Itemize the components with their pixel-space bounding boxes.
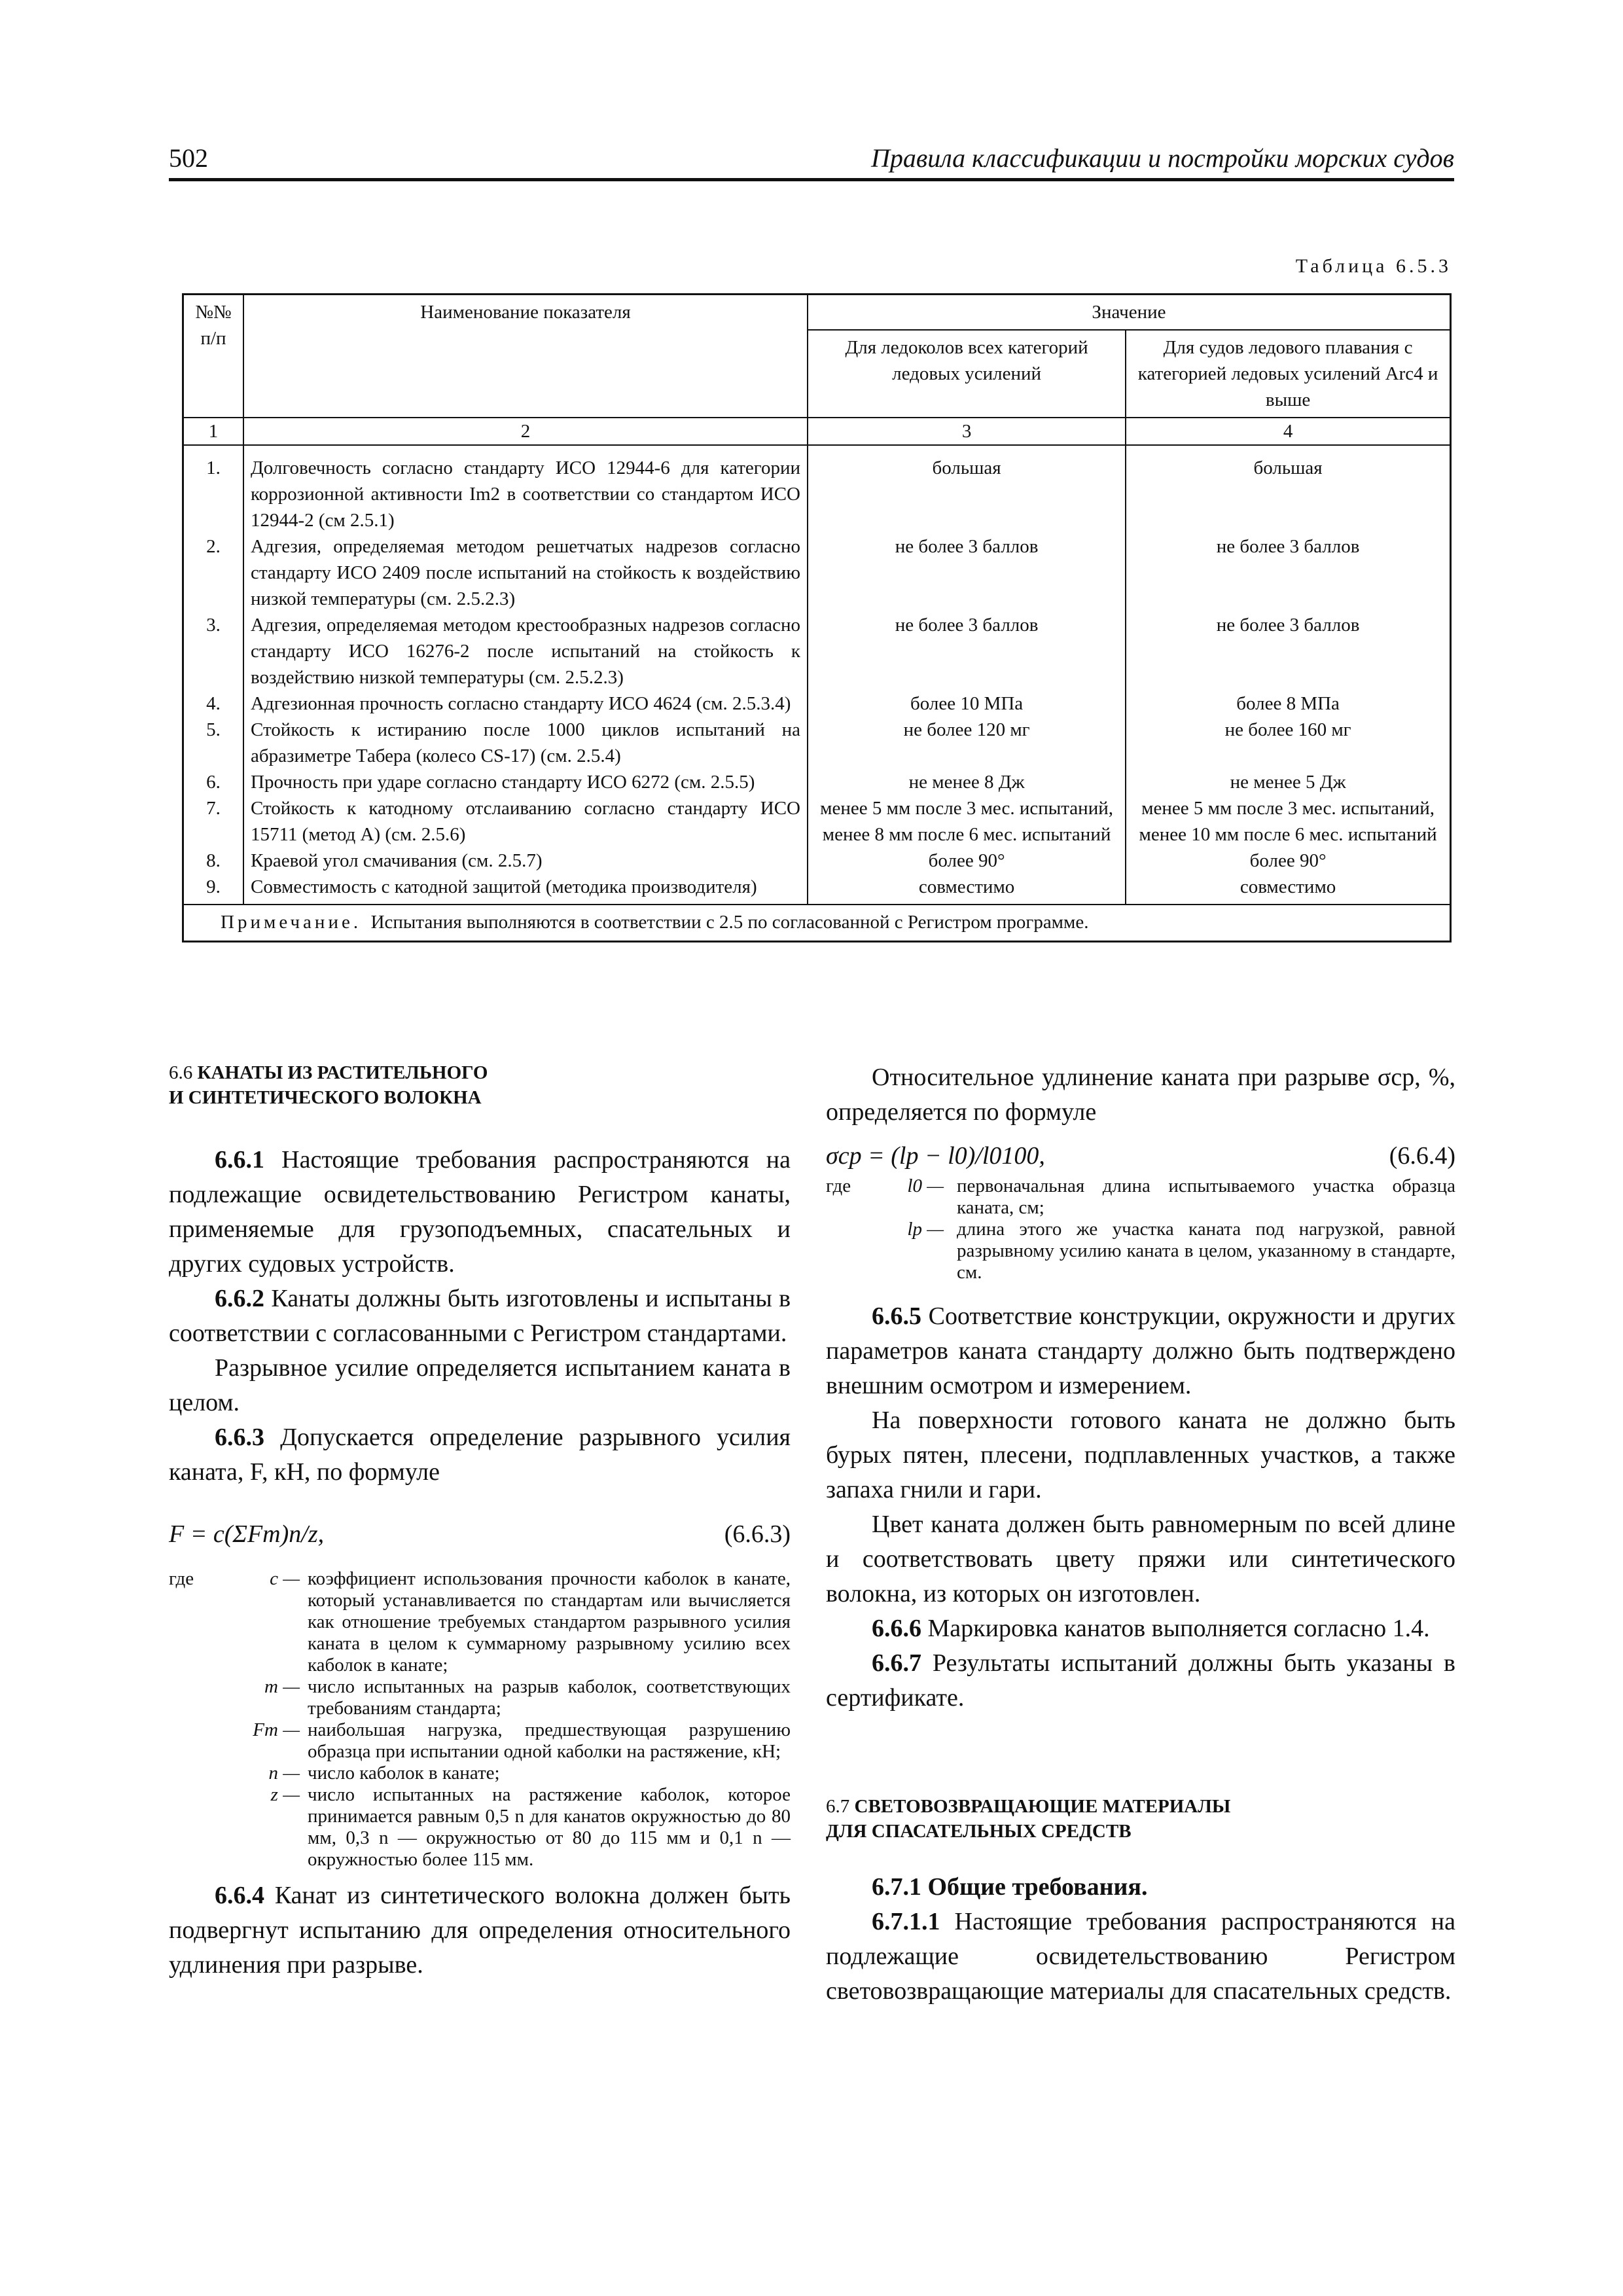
table-note <box>183 905 1451 942</box>
row-value-ice-ships: не более 160 мг <box>1126 717 1450 769</box>
table-row <box>183 874 1451 905</box>
section-6-7-heading: 6.7 СВЕТОВОЗВРАЩАЮЩИЕ МАТЕРИАЛЫ ДЛЯ СПАСАТЕЛЬНЫХ СРЕДСТВ <box>826 1796 1231 1842</box>
header-num: №№ п/п <box>183 295 244 418</box>
row-value-icebreakers: совместимо <box>808 874 1126 905</box>
table-row <box>183 795 1451 848</box>
table-row <box>183 445 1451 533</box>
definition-symbol: n — <box>268 1763 300 1784</box>
row-value-icebreakers: не более 3 баллов <box>808 533 1126 612</box>
formula-number: (6.6.3) <box>724 1520 791 1548</box>
note-label: Примечание. <box>221 912 362 933</box>
formula-expression: F = c(ΣFm)n/z, <box>169 1520 325 1548</box>
definition-item <box>169 1784 791 1871</box>
header-ice-ships: Для судов ледового плавания с категорией ледовых усилений Arc4 и выше <box>1126 330 1450 418</box>
row-number: 8. <box>183 848 244 874</box>
paragraph-6-6-5: 6.6.5 Соответствие конструкции, окружности и других параметров каната стандарту должно быть подтверждено внешним осмотром и измерением. <box>826 1302 1455 1399</box>
definition-symbol: Fm — <box>253 1719 300 1740</box>
column-numbers-row <box>183 418 1451 445</box>
paragraph-surface: На поверхности готового каната не должно быть бурых пятен, плесени, подплавленных участков, а также запаха гнили и гари. <box>826 1407 1455 1503</box>
definition-text: число испытанных на разрыв каболок, соответствующих требованиям стандарта; <box>308 1676 791 1719</box>
section-6-6-heading: 6.6 КАНАТЫ ИЗ РАСТИТЕЛЬНОГО И СИНТЕТИЧЕСКОГО ВОЛОКНА <box>169 1062 488 1108</box>
row-number: 6. <box>183 769 244 795</box>
paragraph-color: Цвет каната должен быть равномерным по всей длине и соответствовать цвету пряжи или синтетического волокна, из которых он изготовлен. <box>826 1511 1455 1607</box>
header-value: Значение <box>808 295 1451 331</box>
row-number: 1. <box>183 445 244 533</box>
table-row <box>183 533 1451 612</box>
row-indicator: Адгезия, определяемая методом решетчатых надрезов согласно стандарту ИСО 2409 после испытаний на стойкость к воздействию низкой температуры (см. 2.5.2.3) <box>243 533 808 612</box>
row-indicator: Краевой угол смачивания (см. 2.5.7) <box>243 848 808 874</box>
definition-item <box>169 1719 791 1763</box>
paragraph-6-6-1: 6.6.1 Настоящие требования распространяются на подлежащие освидетельствованию Регистром канаты, применяемые для грузоподъемных, спасательных и других судовых устройств. <box>169 1146 791 1278</box>
note-text: Испытания выполняются в соответствии с 2.5 по согласованной с Регистром программе. <box>370 912 1089 933</box>
row-number: 9. <box>183 874 244 905</box>
definition-symbol: m — <box>264 1676 300 1697</box>
row-indicator: Прочность при ударе согласно стандарту ИСО 6272 (см. 2.5.5) <box>243 769 808 795</box>
definition-item <box>169 1676 791 1719</box>
paragraph-6-6-7: 6.6.7 Результаты испытаний должны быть указаны в сертификате. <box>826 1649 1456 1712</box>
paragraph-6-6-6: 6.6.6 Маркировка канатов выполняется согласно 1.4. <box>872 1615 1430 1642</box>
header-name: Наименование показателя <box>243 295 808 418</box>
row-value-ice-ships: более 90° <box>1126 848 1450 874</box>
row-indicator: Стойкость к катодному отслаиванию согласно стандарту ИСО 15711 (метод А) (см. 2.5.6) <box>243 795 808 848</box>
row-value-icebreakers: большая <box>808 445 1126 533</box>
table-row <box>183 769 1451 795</box>
definition-text: число каболок в канате; <box>308 1763 500 1784</box>
header-rule <box>169 178 1454 181</box>
row-indicator: Долговечность согласно стандарту ИСО 12944-6 для категории коррозионной активности Im2 в соответствии со стандартом ИСО 12944-2 (см 2.5.1) <box>243 445 808 533</box>
definition-symbol: lр — <box>907 1219 944 1240</box>
paragraph-elongation: Относительное удлинение каната при разрыве σср, %, определяется по формуле <box>826 1064 1455 1126</box>
row-value-icebreakers: не более 3 баллов <box>808 612 1126 691</box>
row-indicator: Адгезионная прочность согласно стандарту ИСО 4624 (см. 2.5.3.4) <box>243 691 808 717</box>
row-number: 7. <box>183 795 244 848</box>
left-column <box>169 1060 791 1982</box>
where-label: где <box>169 1568 194 1589</box>
row-value-ice-ships: не более 3 баллов <box>1126 533 1450 612</box>
row-number: 4. <box>183 691 244 717</box>
row-value-ice-ships: менее 5 мм после 3 мес. испытаний, менее 10 мм после 6 мес. испытаний <box>1126 795 1450 848</box>
row-indicator: Совместимость с катодной защитой (методика производителя) <box>243 874 808 905</box>
table-caption: Таблица 6.5.3 <box>1295 255 1452 277</box>
row-value-ice-ships: большая <box>1126 445 1450 533</box>
table-row <box>183 691 1451 717</box>
table-row <box>183 848 1451 874</box>
right-column <box>826 1060 1455 2009</box>
formula-6-6-3 <box>169 1512 791 1554</box>
definition-symbol: c — <box>270 1568 300 1589</box>
page-number: 502 <box>169 143 208 173</box>
definition-text: коэффициент использования прочности каболок в канате, который устанавливается по стандартам или вычисляется как отношение требуемых стандартом разрывного усилия каната в целом к суммарному разрывному усилию всех каболок в канате; <box>308 1568 791 1676</box>
definition-item <box>169 1568 791 1676</box>
paragraph-breaking-force: Разрывное усилие определяется испытанием каната в целом. <box>169 1354 791 1416</box>
column-number: 3 <box>808 418 1126 445</box>
row-value-icebreakers: более 10 МПа <box>808 691 1126 717</box>
where-label: где <box>826 1175 851 1196</box>
definition-text: число испытанных на растяжение каболок, которое принимается равным 0,5 n для канатов окружностью до 80 мм, 0,3 n — окружностью от 80 до 115 мм и 0,1 n — окружностью более 115 мм. <box>308 1784 791 1870</box>
column-number: 4 <box>1126 418 1450 445</box>
definitions-6-6-3 <box>169 1568 791 1871</box>
row-value-icebreakers: более 90° <box>808 848 1126 874</box>
row-value-ice-ships: совместимо <box>1126 874 1450 905</box>
definition-text: первоначальная длина испытываемого участка образца каната, см; <box>957 1175 1455 1218</box>
running-title: Правила классификации и постройки морских судов <box>870 143 1454 173</box>
paragraph-6-6-4: 6.6.4 Канат из синтетического волокна должен быть подвергнут испытанию для определения относительного удлинения при разрыве. <box>169 1882 791 1979</box>
row-value-ice-ships: не менее 5 Дж <box>1126 769 1450 795</box>
column-number: 2 <box>243 418 808 445</box>
definition-symbol: l0 — <box>907 1175 944 1196</box>
table-note-row <box>183 905 1451 942</box>
definition-item <box>826 1175 1455 1219</box>
row-value-icebreakers: менее 5 мм после 3 мес. испытаний, менее 8 мм после 6 мес. испытаний <box>808 795 1126 848</box>
definition-text: длина этого же участка каната под нагрузкой, равной разрывному усилию каната в целом, указанному в стандарте, см. <box>957 1219 1455 1283</box>
row-value-ice-ships: более 8 МПа <box>1126 691 1450 717</box>
row-number: 2. <box>183 533 244 612</box>
row-value-icebreakers: не более 120 мг <box>808 717 1126 769</box>
formula-number: (6.6.4) <box>1389 1142 1455 1170</box>
heading-6-7-1: 6.7.1 Общие требования. <box>872 1873 1148 1901</box>
header-icebreakers: Для ледоколов всех категорий ледовых усилений <box>808 330 1126 418</box>
definition-item <box>169 1763 791 1784</box>
formula-6-6-4 <box>826 1134 1455 1175</box>
row-value-ice-ships: не более 3 баллов <box>1126 612 1450 691</box>
paragraph-6-6-3: 6.6.3 Допускается определение разрывного усилия каната, F, кН, по формуле <box>169 1424 791 1486</box>
formula-expression: σср = (lр − l0)/l0100, <box>826 1142 1045 1170</box>
definition-item <box>826 1219 1455 1283</box>
definitions-6-6-4 <box>826 1175 1455 1283</box>
paragraph-6-6-2: 6.6.2 Канаты должны быть изготовлены и испытаны в соответствии с согласованными с Регистром стандартами. <box>169 1285 791 1347</box>
definition-symbol: z — <box>270 1784 300 1805</box>
paragraph-6-7-1-1: 6.7.1.1 Настоящие требования распространяются на подлежащие освидетельствованию Регистром световозвращающие материалы для спасательных средств. <box>826 1908 1455 2005</box>
table-row <box>183 612 1451 691</box>
table-row <box>183 717 1451 769</box>
row-number: 5. <box>183 717 244 769</box>
row-indicator: Стойкость к истиранию после 1000 циклов испытаний на абразиметре Табера (колесо CS-17) (см. 2.5.4) <box>243 717 808 769</box>
row-value-icebreakers: не менее 8 Дж <box>808 769 1126 795</box>
definition-text: наибольшая нагрузка, предшествующая разрушению образца при испытании одной каболки на растяжение, кН; <box>308 1719 791 1762</box>
requirements-table <box>182 293 1452 942</box>
row-number: 3. <box>183 612 244 691</box>
row-indicator: Адгезия, определяемая методом крестообразных надрезов согласно стандарту ИСО 16276-2 после испытаний на стойкость к воздействию низкой температуры (см. 2.5.2.3) <box>243 612 808 691</box>
column-number: 1 <box>183 418 244 445</box>
